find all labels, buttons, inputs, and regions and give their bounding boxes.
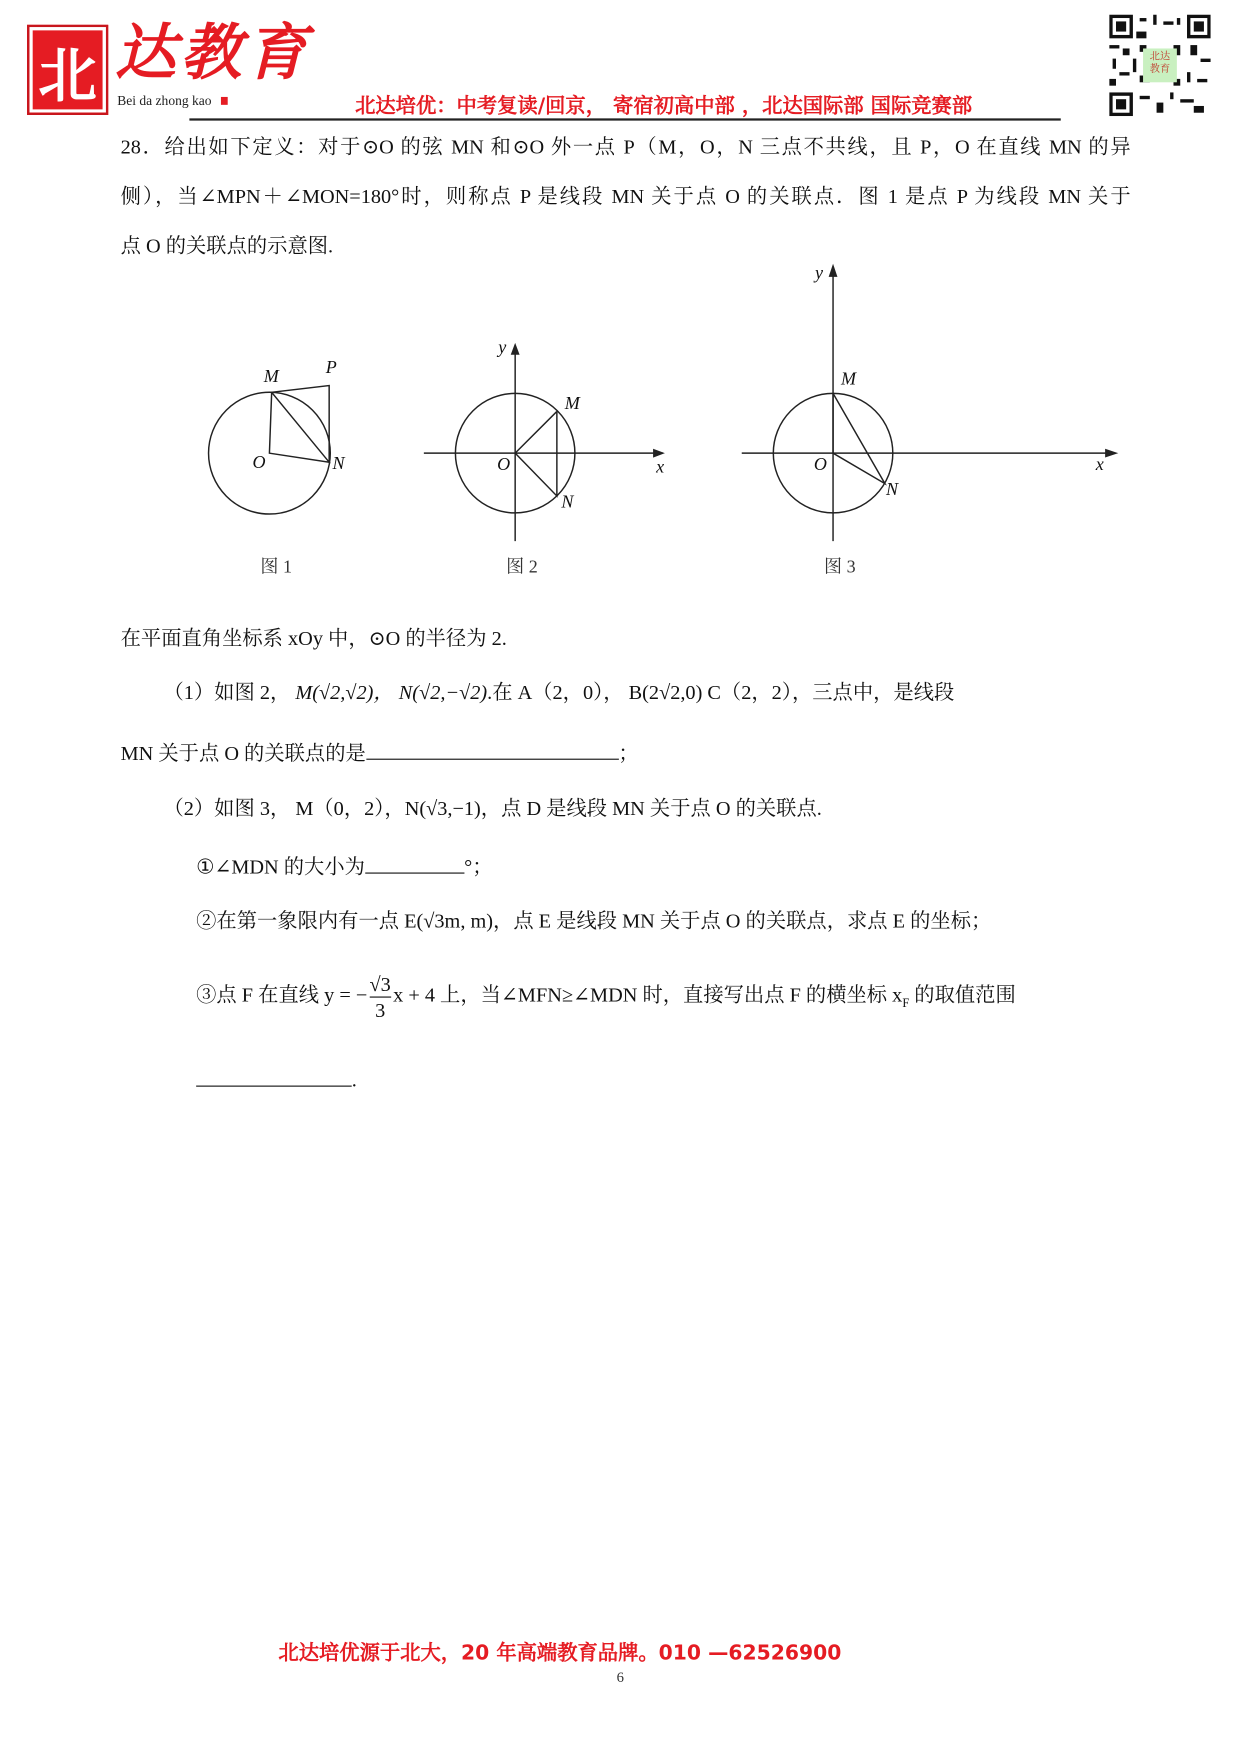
fig2-caption: 图 2: [506, 557, 538, 578]
logo-pinyin: [117, 92, 227, 108]
fig3-label-M: M: [840, 369, 856, 389]
question-2: （2）如图 3， M（0，2），N(√3,−1)，点 D 是线段 MN 关于点 O 的关联点.: [163, 796, 822, 820]
qr-center-label: 北达教育: [1149, 51, 1171, 76]
q2-3-mid: x + 4 上，当∠MFN≥∠MDN 时，直接写出点 F 的横坐标 x: [393, 983, 903, 1007]
q1-answer-blank[interactable]: [366, 738, 619, 759]
q2-1-answer-blank[interactable]: [365, 852, 464, 873]
fig1-label-N: N: [332, 454, 345, 474]
q2-1-text: ①∠MDN 的大小为: [196, 855, 365, 879]
figure-1: [209, 386, 331, 515]
fraction-denominator: 3: [375, 998, 386, 1022]
q2-3-answer-blank[interactable]: [196, 1065, 352, 1086]
fig3-label-y: y: [815, 263, 824, 283]
q2-3-prefix: ③点 F 在直线 y = −: [196, 983, 368, 1007]
figure-2: [424, 345, 663, 541]
logo-mark: 北: [27, 25, 108, 115]
figure-3: [742, 263, 1116, 541]
fig3-label-N: N: [886, 480, 899, 500]
problem-line-1: 28．给出如下定义：对于⊙O 的弦 MN 和⊙O 外一点 P（M，O，N 三点不共线，且 P，O 在直线 MN 的异: [120, 135, 1131, 158]
fig2-label-M: M: [564, 394, 580, 414]
q2-3-suffix: 的取值范围: [909, 983, 1016, 1007]
q1-point-N: N(√2,−√2): [398, 680, 488, 704]
q1-question: MN 关于点 O 的关联点的是: [120, 741, 366, 765]
fig3-lines: [833, 393, 885, 483]
fraction-numerator: √3: [370, 972, 391, 998]
q2-3-end: .: [351, 1068, 357, 1092]
fig2-label-O: O: [497, 455, 511, 475]
question-2-2: ②在第一象限内有一点 E(√3m, m)，点 E 是线段 MN 关于点 O 的关联点，求点 E 的坐标；: [196, 909, 992, 933]
header-slogan: 北达培优：中考复读/回京， 寄宿初高中部 ，北达国际部 国际竞赛部: [355, 94, 973, 119]
logo-square-icon: [221, 97, 228, 105]
question-1: [163, 676, 954, 705]
fraction: [370, 972, 391, 1023]
fig1-label-M: M: [263, 367, 279, 387]
fig1-lines: [269, 386, 329, 463]
q1-point-B: B(2√2,0): [628, 680, 703, 704]
fig2-label-N: N: [561, 492, 574, 512]
fig3-arrows: [830, 266, 1116, 457]
fig2-label-y: y: [498, 338, 507, 358]
fig3-caption: 图 3: [824, 557, 856, 578]
problem-line-3: 点 O 的关联点的示意图.: [120, 234, 334, 258]
figures: [0, 259, 1240, 597]
fig2-label-x: x: [656, 457, 665, 477]
fig3-label-O: O: [813, 455, 827, 475]
fig1-label-P: P: [325, 358, 337, 378]
fig2-arrows: [512, 345, 663, 457]
q1-end: ；: [618, 741, 639, 765]
footer-text: 北达培优源于北大，20 年高端教育品牌。010 —62526900: [278, 1641, 842, 1665]
q1-point-C: C（2，2），三点中，是线段: [707, 680, 955, 704]
question-2-3-answer: [196, 1065, 357, 1092]
q1-mid: .在 A（2，0），: [487, 680, 624, 704]
problem-line-2: 侧），当∠MPN＋∠MON=180°时，则称点 P 是线段 MN 关于点 O 的关联点．图 1 是点 P 为线段 MN 关于: [120, 184, 1131, 208]
fig1-label-O: O: [252, 453, 266, 473]
q2-3-subscript: F: [902, 996, 910, 1011]
question-2-1: [196, 851, 492, 880]
q1-point-M: M(√2,√2)，: [295, 680, 394, 704]
question-1-line-2: [121, 737, 639, 766]
fig1-caption: 图 1: [260, 557, 292, 578]
header-divider: [189, 118, 1060, 120]
q1-prefix: （1）如图 2，: [163, 680, 291, 704]
q2-1-end: °；: [464, 855, 493, 879]
intro-text: 在平面直角坐标系 xOy 中，⊙O 的半径为 2.: [120, 626, 507, 650]
question-2-3: [196, 972, 1016, 1023]
fig3-label-x: x: [1095, 455, 1104, 475]
logo-text: 达教育: [114, 19, 312, 87]
page-number: 6: [616, 1668, 624, 1686]
logo-pinyin-text: Bei da zhong kao: [117, 92, 212, 109]
